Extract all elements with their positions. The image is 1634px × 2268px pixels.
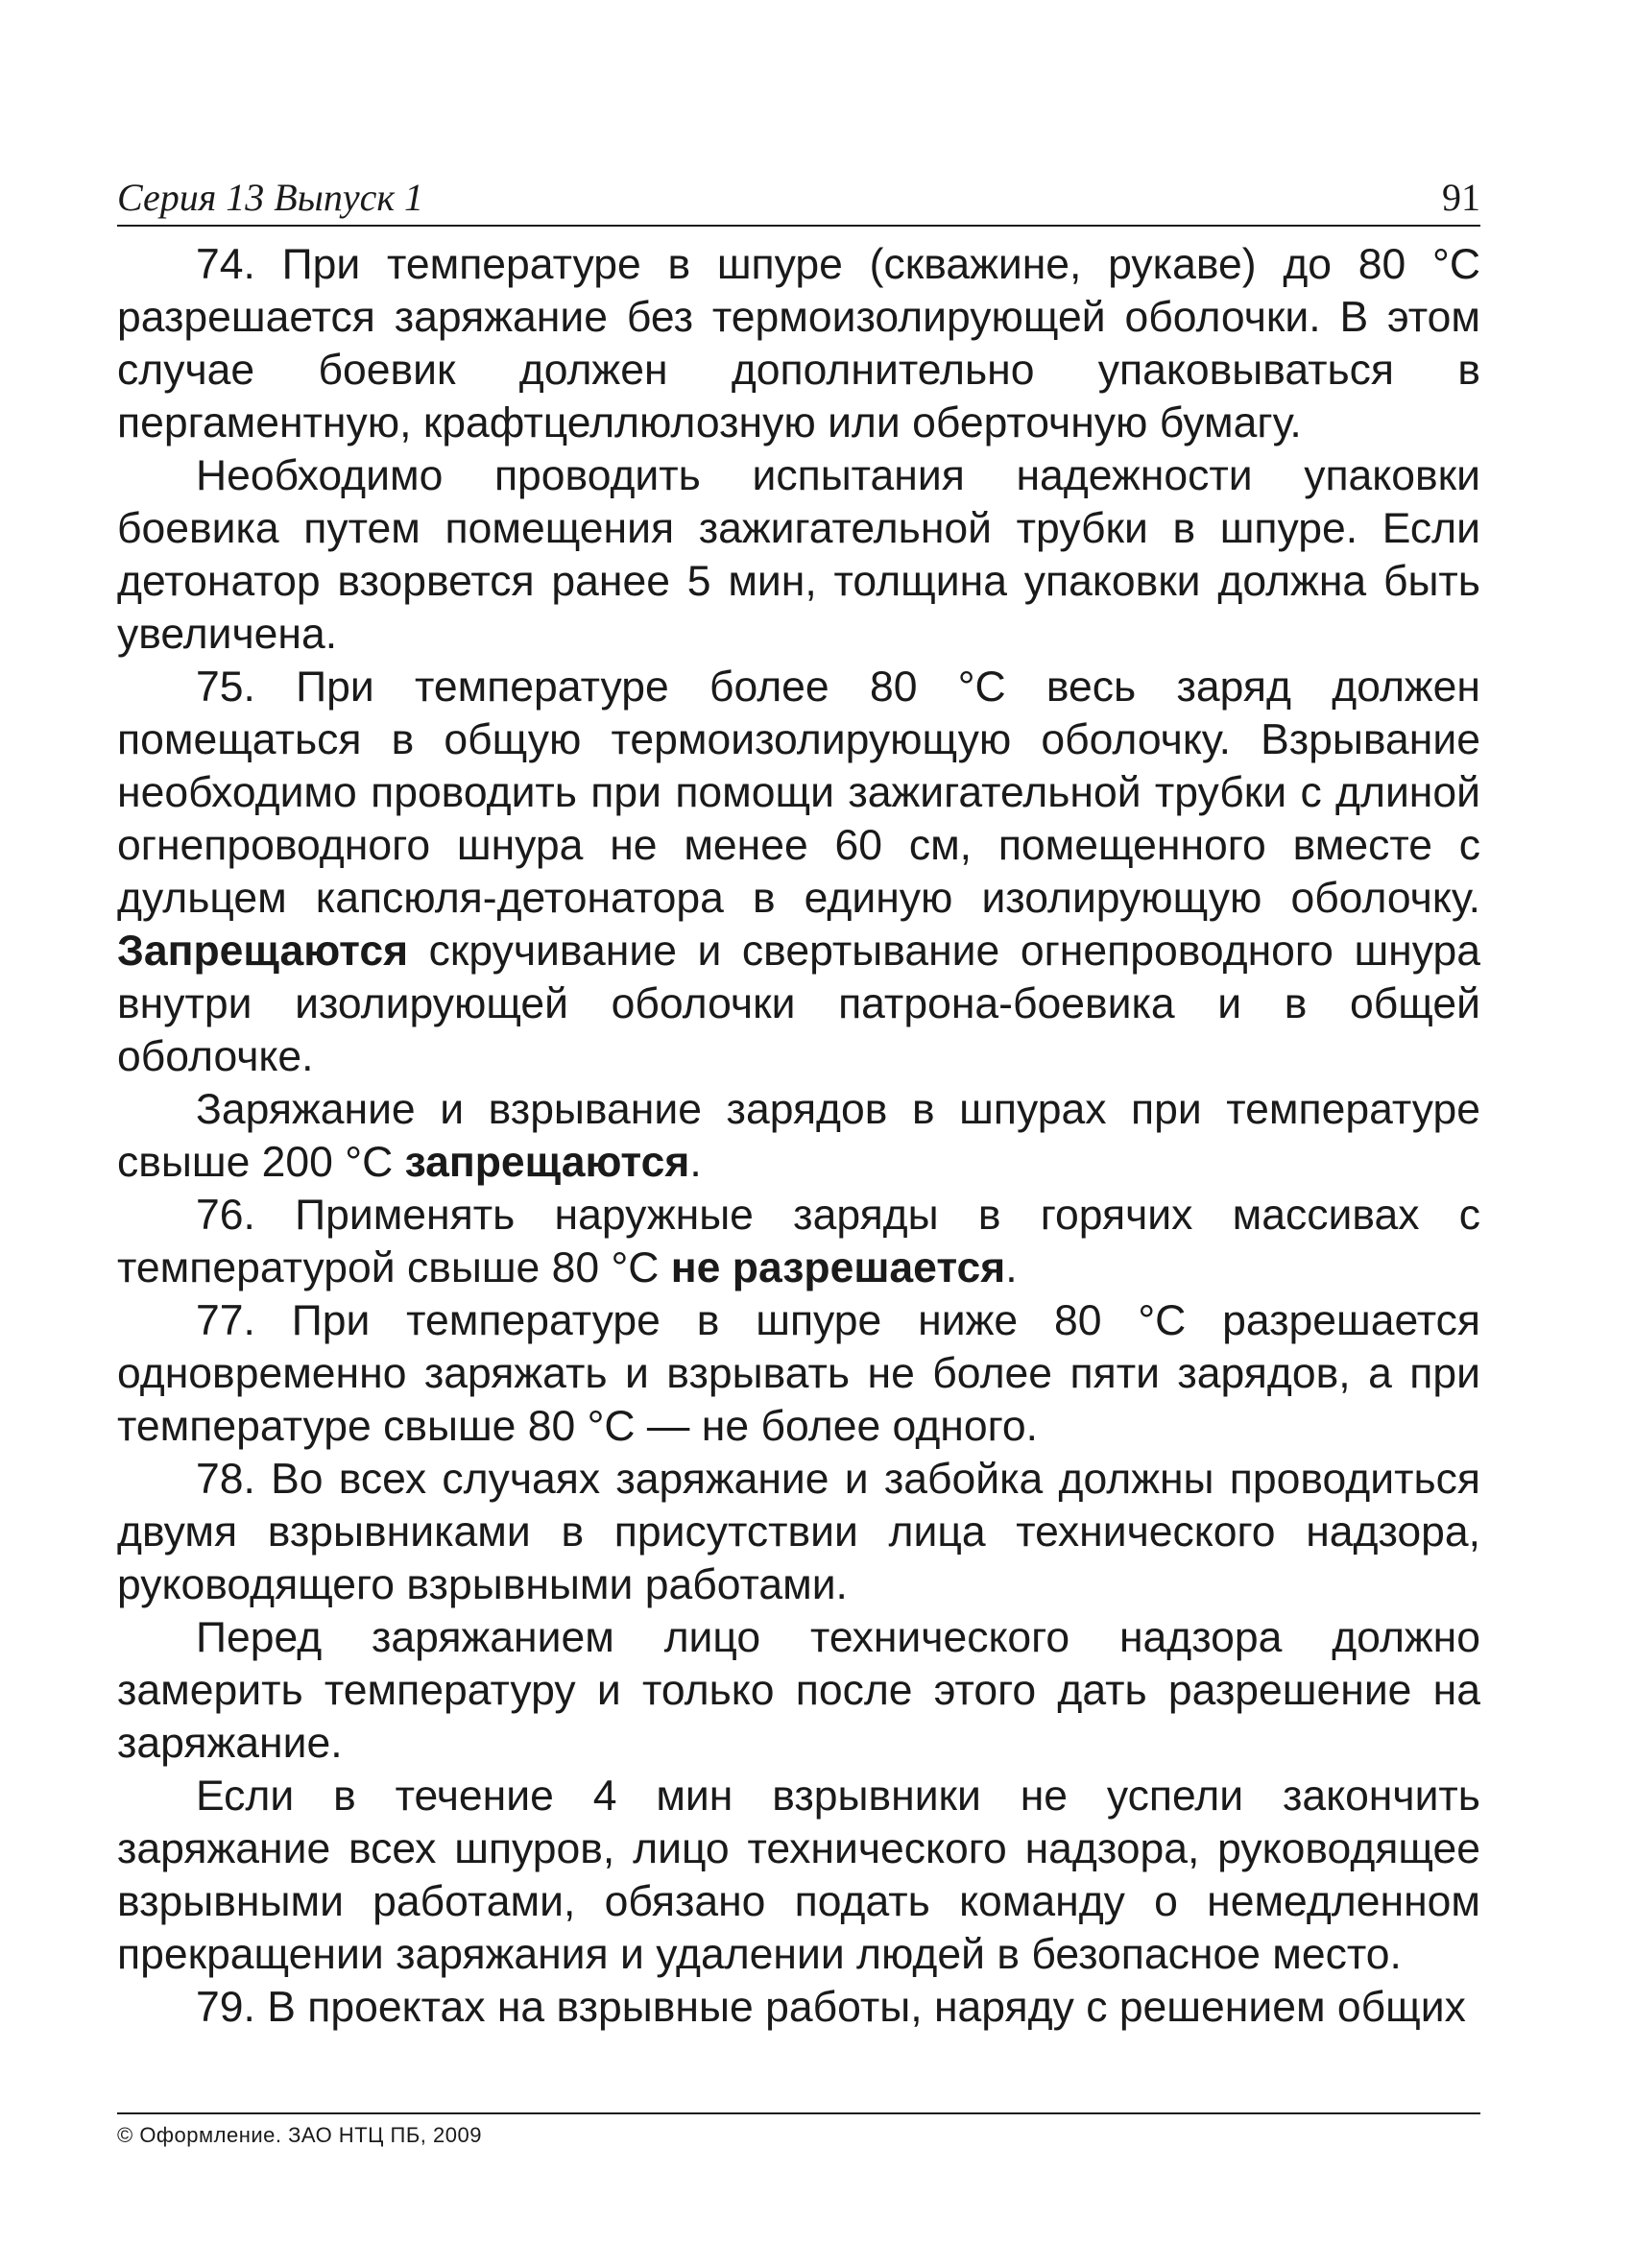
paragraph xyxy=(117,1981,1480,2034)
series-title: Серия 13 Выпуск 1 xyxy=(117,176,424,219)
emphasis-text: запрещаются xyxy=(404,1139,690,1186)
paragraph xyxy=(117,661,1480,1083)
emphasis-text: Запрещаются xyxy=(117,928,409,975)
paragraph xyxy=(117,449,1480,661)
paragraph-text: . xyxy=(689,1139,702,1186)
paragraph xyxy=(117,1770,1480,1981)
paragraph-text: 74. При температуре в шпуре (скважине, рукаве) до 80 °С разрешается заряжание без термоизолирующей оболочки. В этом случае боевик должен дополнительно упаковываться в пергаментную, крафтцеллюлозную или оберточную бумагу. xyxy=(117,241,1480,446)
copyright-footer: © Оформление. ЗАО НТЦ ПБ, 2009 xyxy=(117,2123,482,2147)
paragraph-text: . xyxy=(1005,1244,1018,1291)
paragraph xyxy=(117,238,1480,449)
header-rule xyxy=(117,225,1480,227)
paragraph-text: 78. Во всех случаях заряжание и забойка должны проводиться двумя взрывниками в присутствии лица технического надзора, руководящего взрывными работами. xyxy=(117,1456,1480,1608)
paragraph xyxy=(117,1294,1480,1453)
paragraph-text: Если в течение 4 мин взрывники не успели закончить заряжание всех шпуров, лицо технического надзора, руководящее взрывными работами, обязано подать команду о немедленном прекращении заряжания и удалении людей в безопасное место. xyxy=(117,1773,1480,1978)
paragraph xyxy=(117,1189,1480,1294)
paragraph-text: Необходимо проводить испытания надежности упаковки боевика путем помещения зажигательной трубки в шпуре. Если детонатор взорвется ранее 5 мин, толщина упаковки должна быть увеличена. xyxy=(117,452,1480,658)
paragraph-text: 79. В проектах на взрывные работы, наряду с решением общих xyxy=(196,1984,1466,2031)
paragraph-text: 77. При температуре в шпуре ниже 80 °С разрешается одновременно заряжать и взрывать не более пяти зарядов, а при температуре свыше 80 °С — не более одного. xyxy=(117,1297,1480,1450)
paragraph-text: 76. Применять наружные заряды в горячих массивах с температурой свыше 80 °С xyxy=(117,1192,1480,1291)
paragraph-text: скручивание и свертывание огнепроводного шнура внутри изолирующей оболочки патрона-боевика и в общей оболочке. xyxy=(117,928,1480,1080)
emphasis-text: не разрешается xyxy=(670,1244,1006,1291)
paragraph xyxy=(117,1453,1480,1611)
paragraph-text: Перед заряжанием лицо технического надзора должно замерить температуру и только после этого дать разрешение на заряжание. xyxy=(117,1614,1480,1767)
paragraph xyxy=(117,1611,1480,1770)
paragraph-text: Заряжание и взрывание зарядов в шпурах при температуре свыше 200 °С xyxy=(117,1086,1480,1186)
footer-rule xyxy=(117,2112,1480,2114)
paragraph-text: 75. При температуре более 80 °С весь заряд должен помещаться в общую термоизолирующую оболочку. Взрывание необходимо проводить при помощи зажигательной трубки с длиной огнепроводного шнура не менее 60 см, помещенного вместе с дульцем капсюля-детонатора в единую изолирующую оболочку. xyxy=(117,664,1480,922)
running-header xyxy=(117,171,1480,225)
paragraph xyxy=(117,1083,1480,1189)
page-number: 91 xyxy=(1442,176,1480,219)
body-text xyxy=(117,238,1480,2034)
